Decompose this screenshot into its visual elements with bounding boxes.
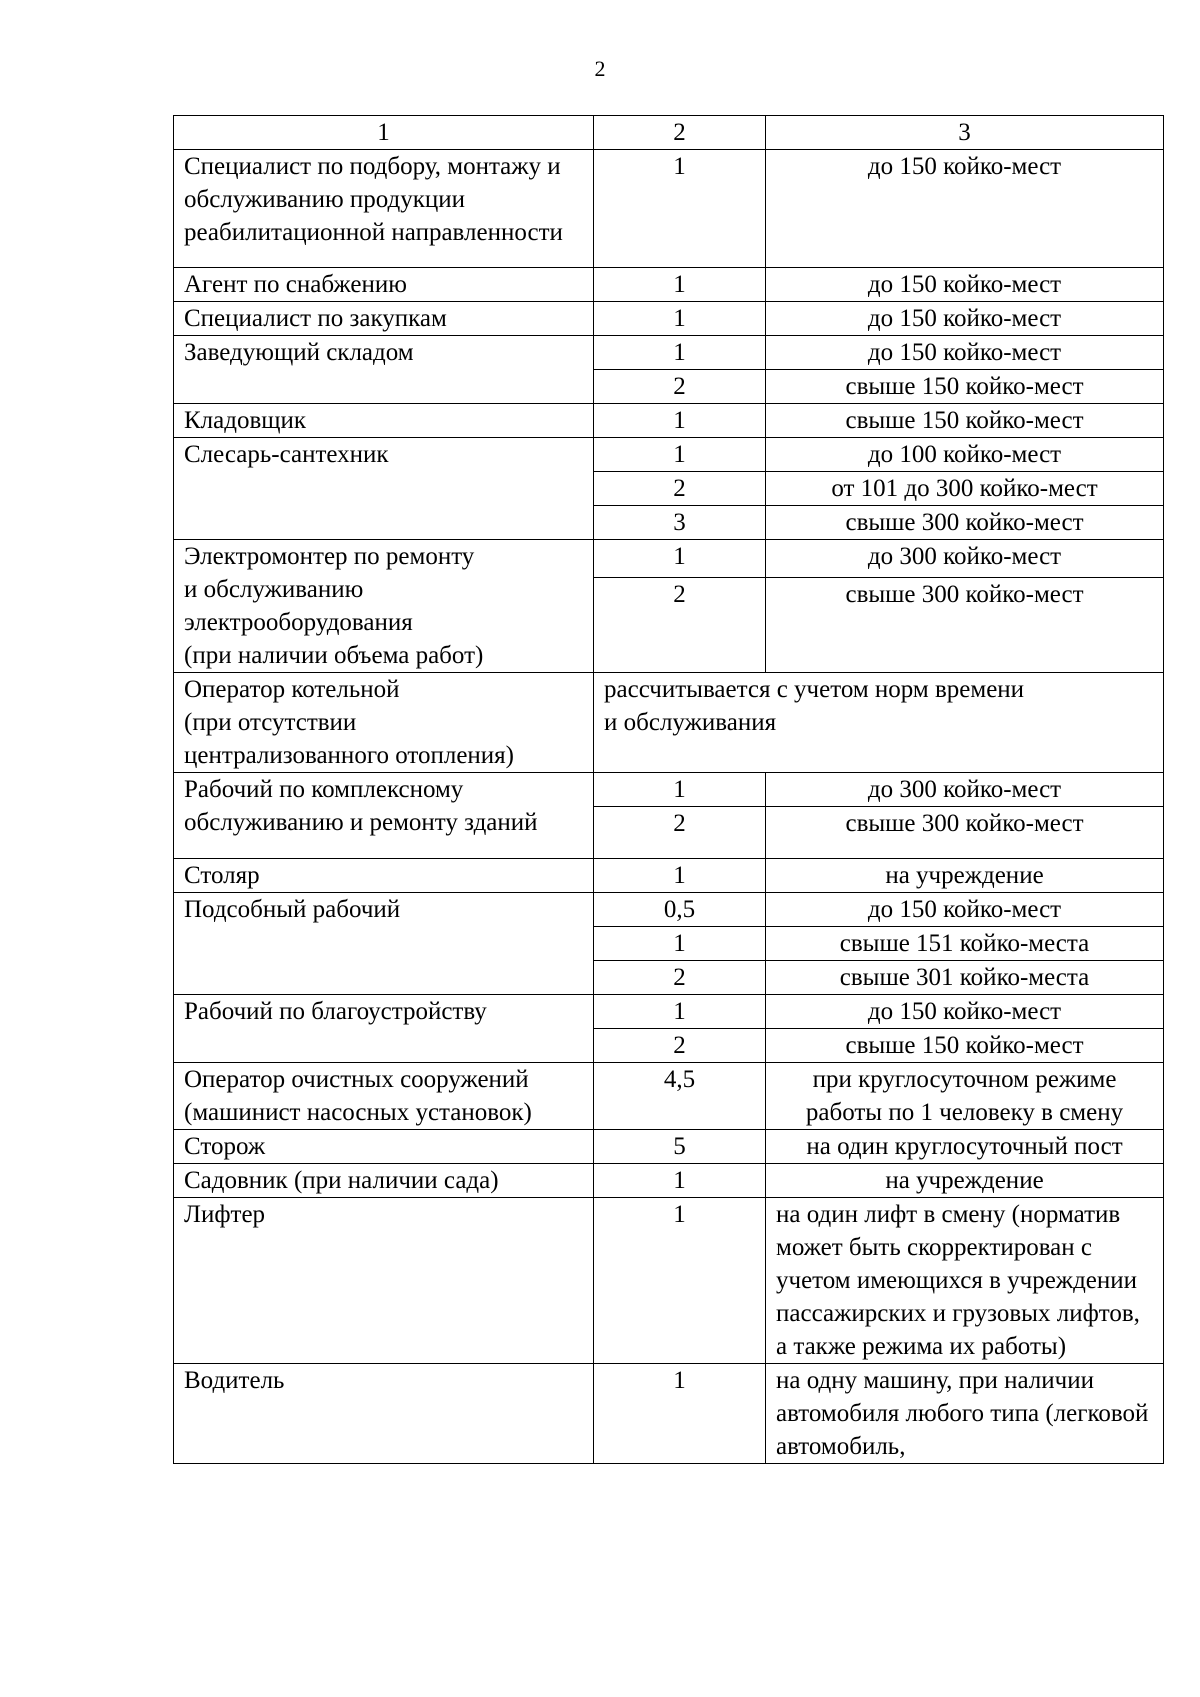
position-title: Специалист по подбору, монтажу и обслуживанию продукции реабилитационной направленности bbox=[174, 150, 594, 268]
staff-count: 1 bbox=[594, 336, 766, 370]
staffing-condition: свыше 300 койко-мест bbox=[766, 807, 1164, 859]
staff-count: 2 bbox=[594, 807, 766, 859]
staff-count: 1 bbox=[594, 995, 766, 1029]
staff-count: 1 bbox=[594, 540, 766, 578]
table-row bbox=[174, 1130, 1164, 1164]
table-row bbox=[174, 995, 1164, 1029]
staffing-condition: свыше 150 койко-мест bbox=[766, 404, 1164, 438]
position-title bbox=[174, 673, 594, 773]
table-header-row bbox=[174, 116, 1164, 150]
table-row bbox=[174, 893, 1164, 927]
staff-count: 1 bbox=[594, 773, 766, 807]
staffing-condition: до 300 койко-мест bbox=[766, 773, 1164, 807]
position-title: Оператор очистных сооружений (машинист насосных установок) bbox=[174, 1063, 594, 1130]
table-row bbox=[174, 1364, 1164, 1464]
staffing-condition: до 150 койко-мест bbox=[766, 302, 1164, 336]
table-row bbox=[174, 1164, 1164, 1198]
position-title-line: (при наличии объема работ) bbox=[184, 642, 484, 669]
staff-count: 1 bbox=[594, 268, 766, 302]
position-title-line: электрооборудования bbox=[184, 609, 413, 636]
table-row bbox=[174, 540, 1164, 578]
staff-count: 1 bbox=[594, 1198, 766, 1364]
table-row bbox=[174, 438, 1164, 472]
position-title: Столяр bbox=[174, 859, 594, 893]
column-header-2: 2 bbox=[594, 116, 766, 150]
staffing-condition: свыше 151 койко-места bbox=[766, 927, 1164, 961]
table-row bbox=[174, 336, 1164, 370]
staff-count: 1 bbox=[594, 1164, 766, 1198]
staffing-condition: на учреждение bbox=[766, 859, 1164, 893]
position-title-line: централизованного отопления) bbox=[184, 742, 514, 769]
staff-count: 3 bbox=[594, 506, 766, 540]
staff-count: 1 bbox=[594, 927, 766, 961]
staffing-condition: на один лифт в смену (норматив может быть скорректирован с учетом имеющихся в учреждении пассажирских и грузовых лифтов, а также режима их работы) bbox=[766, 1198, 1164, 1364]
staffing-condition: до 150 койко-мест bbox=[766, 336, 1164, 370]
position-title: Специалист по закупкам bbox=[174, 302, 594, 336]
staffing-condition: на один круглосуточный пост bbox=[766, 1130, 1164, 1164]
staff-count: 2 bbox=[594, 1029, 766, 1063]
calculation-note-line: и обслуживания bbox=[604, 709, 777, 736]
table-row bbox=[174, 404, 1164, 438]
table-row bbox=[174, 859, 1164, 893]
staffing-condition: свыше 301 койко-места bbox=[766, 961, 1164, 995]
position-title: Заведующий складом bbox=[174, 336, 594, 404]
staffing-condition: от 101 до 300 койко-мест bbox=[766, 472, 1164, 506]
position-title: Рабочий по благоустройству bbox=[174, 995, 594, 1063]
position-title-line: и обслуживанию bbox=[184, 576, 364, 603]
position-title-line: Оператор котельной bbox=[184, 676, 400, 703]
table-row bbox=[174, 1063, 1164, 1130]
position-title: Водитель bbox=[174, 1364, 594, 1464]
staff-count: 1 bbox=[594, 438, 766, 472]
page-number: 2 bbox=[594, 56, 606, 81]
table-row bbox=[174, 268, 1164, 302]
table-row bbox=[174, 302, 1164, 336]
position-title-line: Электромонтер по ремонту bbox=[184, 543, 475, 570]
calculation-note-line: рассчитывается с учетом норм времени bbox=[604, 676, 1025, 703]
table-row bbox=[174, 673, 1164, 773]
table-row bbox=[174, 773, 1164, 807]
table-row bbox=[174, 150, 1164, 268]
table-row bbox=[174, 1198, 1164, 1364]
staff-count: 2 bbox=[594, 370, 766, 404]
staff-count: 2 bbox=[594, 578, 766, 673]
staffing-condition: до 150 койко-мест bbox=[766, 893, 1164, 927]
position-title: Подсобный рабочий bbox=[174, 893, 594, 995]
staffing-condition: до 150 койко-мест bbox=[766, 995, 1164, 1029]
staffing-condition: свыше 300 койко-мест bbox=[766, 506, 1164, 540]
staffing-condition: свыше 150 койко-мест bbox=[766, 370, 1164, 404]
staff-count: 1 bbox=[594, 859, 766, 893]
position-title bbox=[174, 540, 594, 673]
staff-count: 5 bbox=[594, 1130, 766, 1164]
position-title: Лифтер bbox=[174, 1198, 594, 1364]
staff-count: 1 bbox=[594, 302, 766, 336]
position-title: Сторож bbox=[174, 1130, 594, 1164]
staff-count: 1 bbox=[594, 1364, 766, 1464]
staffing-condition: на одну машину, при наличии автомобиля любого типа (легковой автомобиль, bbox=[766, 1364, 1164, 1464]
calculation-note bbox=[594, 673, 1164, 773]
position-title: Кладовщик bbox=[174, 404, 594, 438]
staff-count: 4,5 bbox=[594, 1063, 766, 1130]
staffing-condition: до 300 койко-мест bbox=[766, 540, 1164, 578]
staffing-condition: свыше 150 койко-мест bbox=[766, 1029, 1164, 1063]
position-title: Садовник (при наличии сада) bbox=[174, 1164, 594, 1198]
staffing-condition: до 150 койко-мест bbox=[766, 150, 1164, 268]
staff-count: 1 bbox=[594, 150, 766, 268]
staff-count: 2 bbox=[594, 472, 766, 506]
staffing-table bbox=[173, 115, 1164, 1464]
position-title: Слесарь-сантехник bbox=[174, 438, 594, 540]
column-header-1: 1 bbox=[174, 116, 594, 150]
staffing-condition: до 100 койко-мест bbox=[766, 438, 1164, 472]
position-title-line: (при отсутствии bbox=[184, 709, 357, 736]
staff-count: 1 bbox=[594, 404, 766, 438]
staffing-condition: при круглосуточном режиме работы по 1 человеку в смену bbox=[766, 1063, 1164, 1130]
position-title: Рабочий по комплексному обслуживанию и ремонту зданий bbox=[174, 773, 594, 859]
staff-count: 0,5 bbox=[594, 893, 766, 927]
staffing-condition: свыше 300 койко-мест bbox=[766, 578, 1164, 673]
staffing-condition: до 150 койко-мест bbox=[766, 268, 1164, 302]
column-header-3: 3 bbox=[766, 116, 1164, 150]
staff-count: 2 bbox=[594, 961, 766, 995]
staffing-condition: на учреждение bbox=[766, 1164, 1164, 1198]
position-title: Агент по снабжению bbox=[174, 268, 594, 302]
